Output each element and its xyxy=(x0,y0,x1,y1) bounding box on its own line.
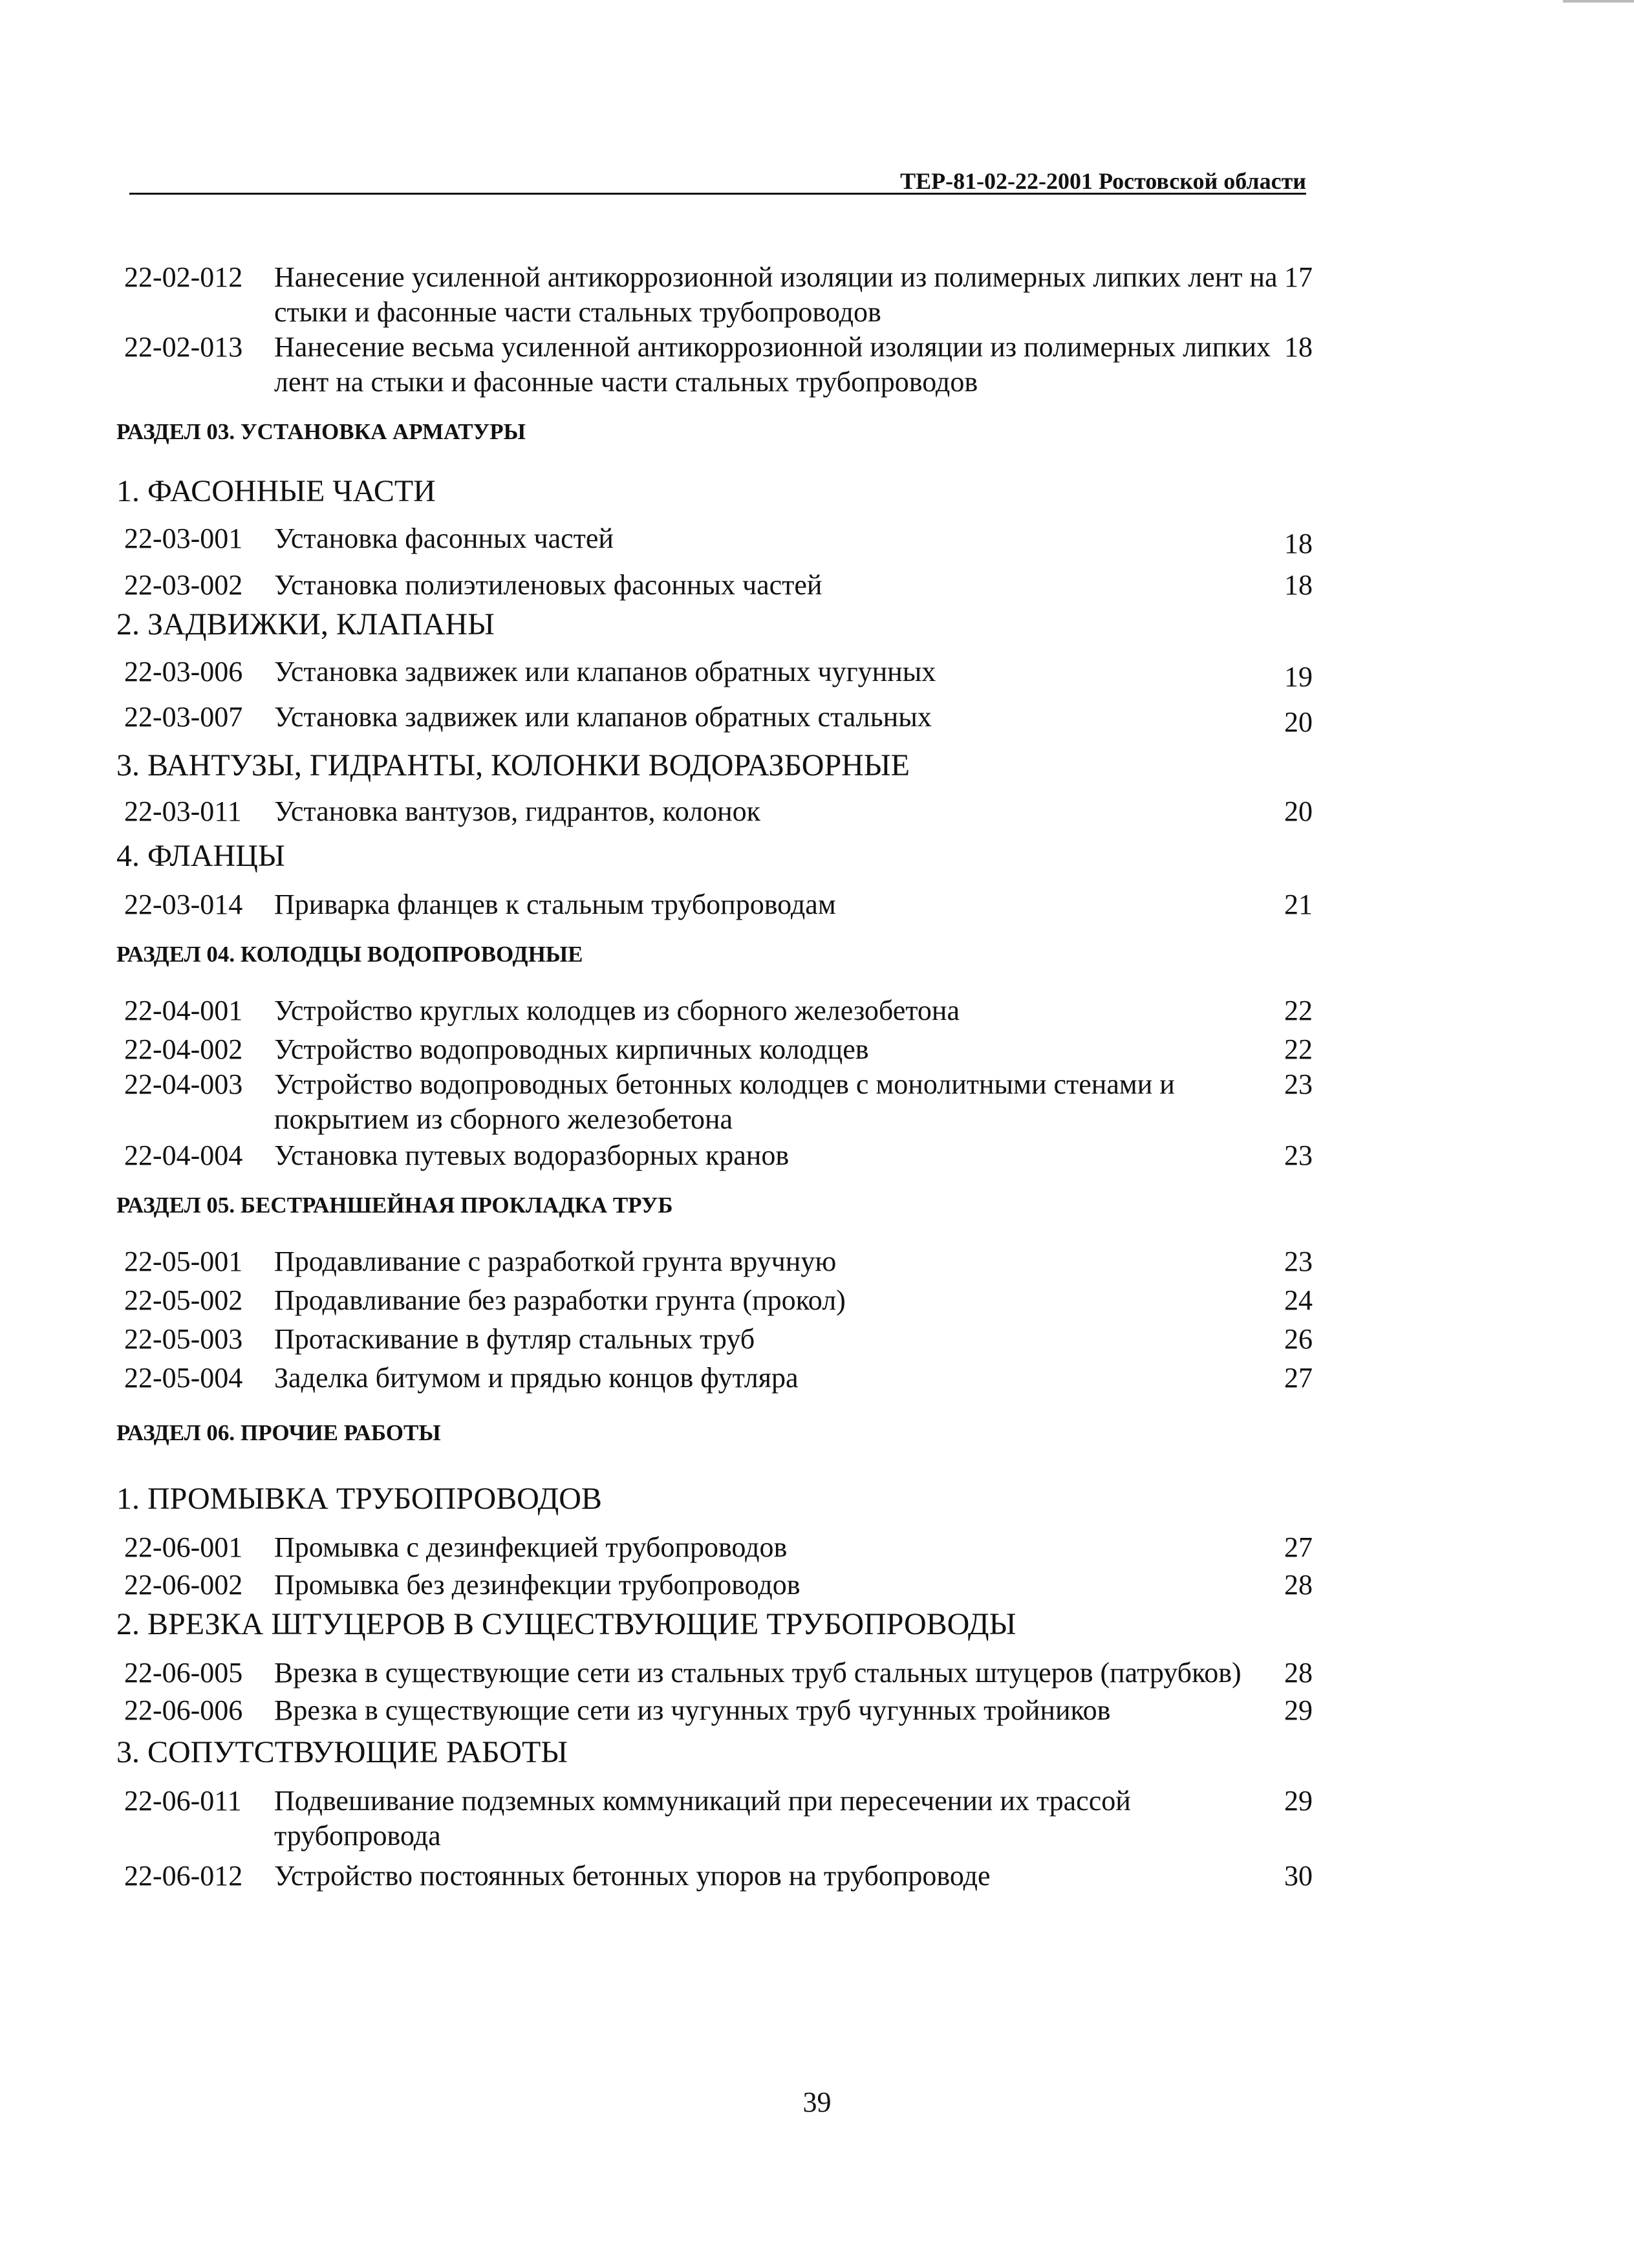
subsection-heading: 2. ВРЕЗКА ШТУЦЕРОВ В СУЩЕСТВУЮЩИЕ ТРУБОПРОВОДЫ xyxy=(116,1607,1016,1641)
toc-entry xyxy=(116,1568,1332,1603)
section-heading: РАЗДЕЛ 06. ПРОЧИЕ РАБОТЫ xyxy=(116,1420,441,1445)
toc-entry xyxy=(116,1322,1332,1357)
entry-page: 22 xyxy=(1284,1033,1313,1065)
entry-code: 22-05-003 xyxy=(124,1323,243,1355)
subsection-heading: 3. ВАНТУЗЫ, ГИДРАНТЫ, КОЛОНКИ ВОДОРАЗБОРНЫЕ xyxy=(116,748,910,783)
toc-entry xyxy=(116,260,1332,330)
entry-code: 22-04-002 xyxy=(124,1033,243,1065)
entry-title: Нанесение весьма усиленной антикоррозионной изоляции из полимерных липких лент на стыки и фасонные части стальных трубопроводов xyxy=(274,331,1271,398)
entry-title: Установка путевых водоразборных кранов xyxy=(274,1139,790,1171)
entry-code: 22-06-011 xyxy=(124,1785,242,1817)
toc-entry xyxy=(116,1138,1332,1173)
entry-page: 27 xyxy=(1284,1362,1313,1394)
entry-page: 23 xyxy=(1284,1246,1313,1277)
entry-code: 22-05-004 xyxy=(124,1362,243,1394)
entry-title: Промывка с дезинфекцией трубопроводов xyxy=(274,1531,788,1563)
table-of-contents xyxy=(116,260,1332,1894)
entry-title: Установка задвижек или клапанов обратных чугунных xyxy=(274,656,936,687)
entry-code: 22-05-001 xyxy=(124,1246,243,1277)
entry-title: Установка полиэтиленовых фасонных частей xyxy=(274,569,822,601)
entry-code: 22-04-004 xyxy=(124,1139,243,1171)
subsection-heading: 1. ПРОМЫВКА ТРУБОПРОВОДОВ xyxy=(116,1482,602,1516)
entry-title: Промывка без дезинфекции трубопроводов xyxy=(274,1569,801,1601)
toc-entry xyxy=(116,1693,1332,1728)
entry-page: 30 xyxy=(1284,1860,1313,1892)
entry-code: 22-06-006 xyxy=(124,1694,243,1726)
entry-code: 22-03-001 xyxy=(124,523,243,554)
entry-page: 24 xyxy=(1284,1284,1313,1316)
toc-entry xyxy=(116,1530,1332,1565)
subsection-heading: 4. ФЛАНЦЫ xyxy=(116,839,285,873)
entry-title: Установка вантузов, гидрантов, колонок xyxy=(274,795,760,827)
entry-page: 18 xyxy=(1284,569,1313,601)
entry-title: Протаскивание в футляр стальных труб xyxy=(274,1323,755,1355)
entry-page: 28 xyxy=(1284,1569,1313,1601)
scan-corner-mark xyxy=(1563,0,1634,9)
page-number: 39 xyxy=(802,2086,832,2118)
entry-page: 18 xyxy=(1284,528,1313,559)
entry-page: 29 xyxy=(1284,1785,1313,1817)
toc-entry xyxy=(116,887,1332,922)
toc-entry xyxy=(116,330,1332,400)
entry-code: 22-03-014 xyxy=(124,889,243,920)
entry-code: 22-03-002 xyxy=(124,569,243,601)
section-heading: РАЗДЕЛ 05. БЕСТРАНШЕЙНАЯ ПРОКЛАДКА ТРУБ xyxy=(116,1193,673,1218)
entry-title: Нанесение усиленной антикоррозионной изоляции из полимерных липких лент на стыки и фасонные части стальных трубопроводов xyxy=(274,261,1278,328)
entry-code: 22-06-012 xyxy=(124,1860,243,1892)
entry-code: 22-04-001 xyxy=(124,995,243,1026)
toc-entry xyxy=(116,1361,1332,1396)
entry-page: 29 xyxy=(1284,1694,1313,1726)
toc-entry xyxy=(116,1283,1332,1318)
subsection-heading: 2. ЗАДВИЖКИ, КЛАПАНЫ xyxy=(116,607,495,642)
toc-entry xyxy=(116,568,1332,603)
entry-title: Установка задвижек или клапанов обратных стальных xyxy=(274,701,932,733)
entry-title: Продавливание с разработкой грунта вручную xyxy=(274,1246,837,1277)
entry-page: 26 xyxy=(1284,1323,1313,1355)
entry-title: Продавливание без разработки грунта (прокол) xyxy=(274,1284,846,1316)
section-heading: РАЗДЕЛ 04. КОЛОДЦЫ ВОДОПРОВОДНЫЕ xyxy=(116,942,583,967)
entry-code: 22-02-012 xyxy=(124,261,243,293)
toc-entry xyxy=(116,700,1332,740)
toc-entry xyxy=(116,654,1332,695)
toc-entry xyxy=(116,993,1332,1028)
subsection-heading: 3. СОПУТСТВУЮЩИЕ РАБОТЫ xyxy=(116,1735,568,1769)
toc-entry xyxy=(116,521,1332,561)
entry-page: 20 xyxy=(1284,706,1313,738)
entry-title: Установка фасонных частей xyxy=(274,523,614,554)
entry-title: Приварка фланцев к стальным трубопроводам xyxy=(274,889,836,920)
entry-page: 21 xyxy=(1284,889,1313,920)
section-heading: РАЗДЕЛ 03. УСТАНОВКА АРМАТУРЫ xyxy=(116,419,526,444)
entry-code: 22-04-003 xyxy=(124,1068,243,1100)
toc-entry xyxy=(116,1784,1332,1853)
entry-code: 22-03-006 xyxy=(124,656,243,687)
entry-title: Устройство круглых колодцев из сборного железобетона xyxy=(274,995,960,1026)
entry-title: Устройство постоянных бетонных упоров на трубопроводе xyxy=(274,1860,991,1892)
entry-title: Устройство водопроводных бетонных колодцев с монолитными стенами и покрытием из сборного железобетона xyxy=(274,1068,1175,1135)
entry-title: Врезка в существующие сети из чугунных труб чугунных тройников xyxy=(274,1694,1111,1726)
entry-title: Врезка в существующие сети из стальных труб стальных штуцеров (патрубков) xyxy=(274,1657,1242,1689)
entry-title: Заделка битумом и прядью концов футляра xyxy=(274,1362,799,1394)
entry-page: 20 xyxy=(1284,795,1313,827)
entry-code: 22-03-007 xyxy=(124,701,243,733)
entry-code: 22-06-001 xyxy=(124,1531,243,1563)
toc-entry xyxy=(116,1656,1332,1690)
page-header xyxy=(129,169,1306,195)
entry-code: 22-05-002 xyxy=(124,1284,243,1316)
entry-code: 22-06-002 xyxy=(124,1569,243,1601)
entry-title: Устройство водопроводных кирпичных колодцев xyxy=(274,1033,869,1065)
entry-page: 19 xyxy=(1284,661,1313,693)
entry-page: 28 xyxy=(1284,1657,1313,1689)
entry-page: 22 xyxy=(1284,995,1313,1026)
entry-page: 17 xyxy=(1284,261,1313,293)
toc-entry xyxy=(116,794,1332,829)
subsection-heading: 1. ФАСОННЫЕ ЧАСТИ xyxy=(116,474,436,508)
entry-page: 18 xyxy=(1284,331,1313,363)
entry-code: 22-03-011 xyxy=(124,795,242,827)
entry-title: Подвешивание подземных коммуникаций при пересечении их трассой трубопровода xyxy=(274,1785,1131,1852)
entry-code: 22-06-005 xyxy=(124,1657,243,1689)
entry-code: 22-02-013 xyxy=(124,331,243,363)
entry-page: 23 xyxy=(1284,1139,1313,1171)
toc-entry xyxy=(116,1244,1332,1279)
entry-page: 23 xyxy=(1284,1068,1313,1100)
entry-page: 27 xyxy=(1284,1531,1313,1563)
document-title: ТЕР-81-02-22-2001 Ростовской области xyxy=(894,169,1306,193)
toc-entry xyxy=(116,1032,1332,1067)
toc-entry xyxy=(116,1859,1332,1894)
toc-entry xyxy=(116,1067,1332,1137)
